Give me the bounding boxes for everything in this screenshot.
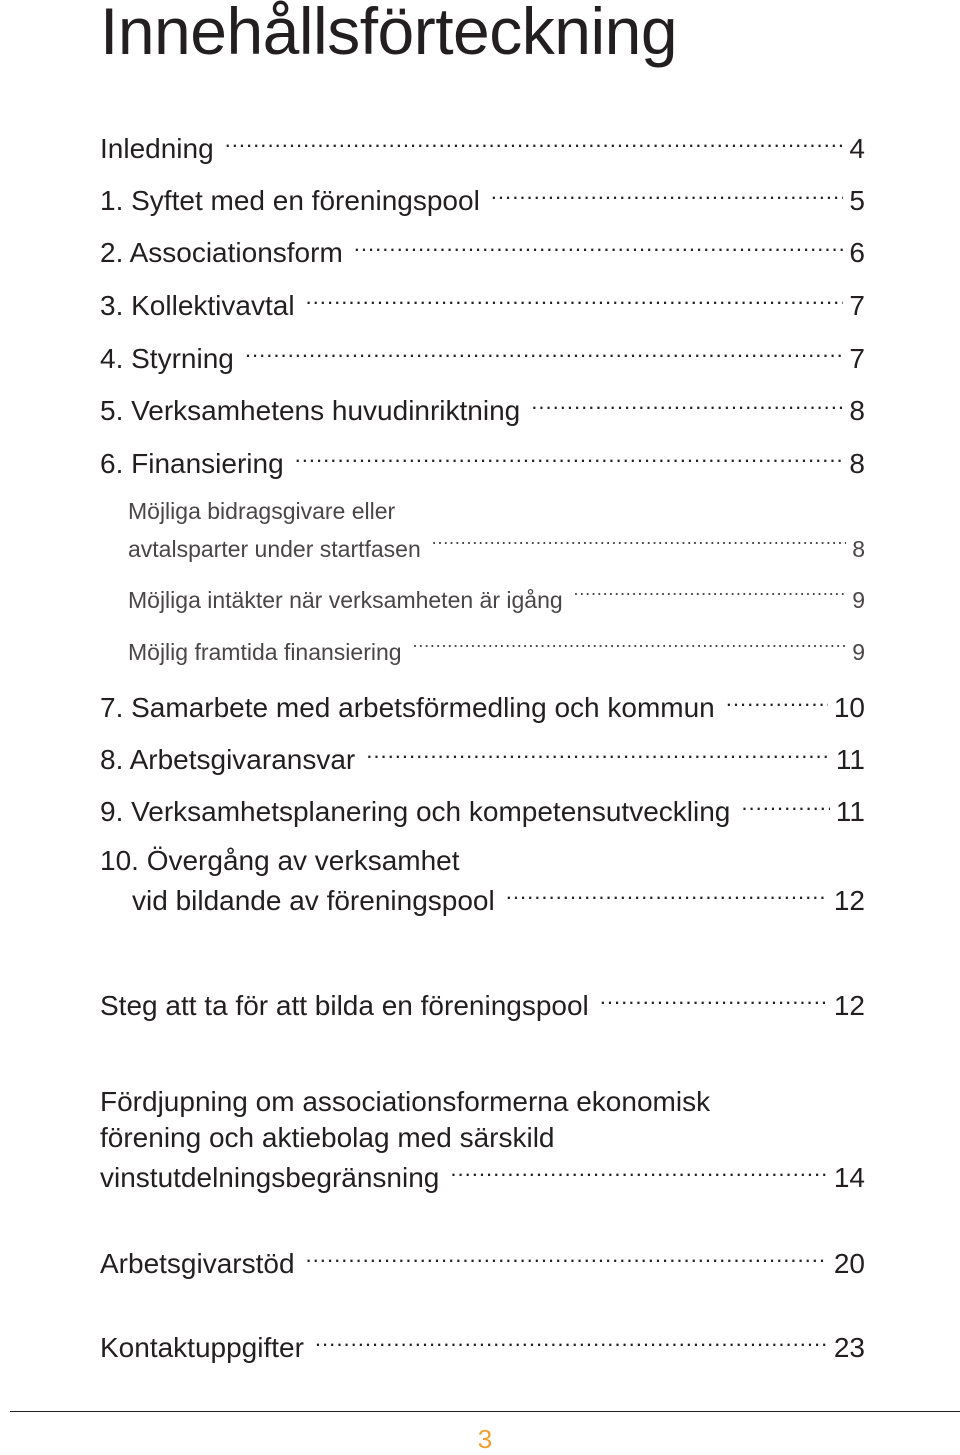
toc-entry-label: Möjlig framtida finansiering — [128, 639, 402, 665]
toc-entry-finansiering[interactable] — [100, 442, 865, 482]
page-title: Innehållsförteckning — [100, 0, 678, 68]
dot-leader — [725, 686, 828, 717]
toc-entry-label: avtalsparter under startfasen — [128, 536, 421, 562]
toc-entry-kontaktuppgifter[interactable] — [100, 1326, 865, 1366]
toc-entry-label: 5. Verksamhetens huvudinriktning — [100, 394, 521, 426]
toc-entry-label: Inledning — [100, 132, 214, 164]
footer-divider — [10, 1411, 960, 1412]
toc-entry-page: 9 — [852, 639, 865, 665]
toc-entry-page: 8 — [849, 447, 865, 479]
toc-entry-page: 6 — [849, 236, 865, 268]
dot-leader — [530, 389, 843, 420]
toc-entry-page: 10 — [833, 691, 865, 723]
toc-entry-kollektivavtal[interactable] — [100, 284, 865, 324]
toc-subentry-bidragsgivare[interactable] — [128, 492, 865, 568]
toc-entry-page: 11 — [835, 795, 865, 827]
toc-entry-label: vid bildande av föreningspool — [132, 884, 495, 916]
toc-entry-page: 12 — [833, 884, 865, 916]
dot-leader — [365, 738, 830, 769]
toc-entry-label: 6. Finansiering — [100, 447, 284, 479]
toc-entry-page: 7 — [849, 289, 865, 321]
toc-entry-page: 5 — [849, 184, 865, 216]
toc-entry-syftet[interactable] — [100, 179, 865, 219]
toc-entry-label: 8. Arbetsgivaransvar — [100, 743, 356, 775]
page-number: 3 — [477, 1424, 493, 1454]
dot-leader — [294, 442, 844, 473]
toc-entry-label-line: Möjliga bidragsgivare eller — [128, 498, 396, 524]
toc-entry-label: Arbetsgivarstöd — [100, 1247, 295, 1279]
toc-entry-label: vinstutdelningsbegränsning — [100, 1161, 440, 1193]
toc-entry-label: 7. Samarbete med arbetsförmedling och kommun — [100, 691, 715, 723]
toc-entry-label: 9. Verksamhetsplanering och kompetensutveckling — [100, 795, 731, 827]
dot-leader — [244, 337, 844, 368]
toc-entry-page: 9 — [852, 587, 865, 613]
dot-leader — [599, 984, 828, 1015]
toc-entry-page: 4 — [849, 132, 865, 164]
dot-leader — [353, 231, 844, 262]
dot-leader — [573, 583, 847, 608]
toc-entry-inledning[interactable] — [100, 127, 865, 167]
toc-entry-associationsform[interactable] — [100, 231, 865, 271]
toc-entry-label: 2. Associationsform — [100, 236, 343, 268]
toc-entry-page: 8 — [849, 394, 865, 426]
toc-entry-page: 20 — [833, 1247, 865, 1279]
toc-entry-label-line: Fördjupning om associationsformerna ekonomisk — [100, 1086, 711, 1117]
dot-leader — [305, 1242, 828, 1273]
toc-entry-label-line: förening och aktiebolag med särskild — [100, 1122, 555, 1153]
dot-leader — [449, 1156, 827, 1187]
toc-entry-steg[interactable] — [100, 984, 865, 1024]
toc-entry-arbetsgivaransvar[interactable] — [100, 738, 865, 778]
toc-entry-label: Steg att ta för att bilda en föreningspool — [100, 989, 589, 1021]
dot-leader — [412, 635, 847, 660]
toc-entry-overgang[interactable] — [100, 843, 865, 919]
toc-entry-page: 8 — [852, 536, 865, 562]
dot-leader — [305, 284, 844, 315]
toc-entry-verksamhetens-huvudinriktning[interactable] — [100, 389, 865, 429]
toc-entry-page: 14 — [833, 1161, 865, 1193]
toc-entry-arbetsgivarstod[interactable] — [100, 1242, 865, 1282]
toc-entry-label: 1. Syftet med en föreningspool — [100, 184, 480, 216]
dot-leader — [505, 879, 828, 910]
toc-entry-page: 23 — [833, 1331, 865, 1363]
toc-subentry-framtida-finansiering[interactable] — [128, 633, 865, 671]
toc-entry-page: 7 — [849, 342, 865, 374]
toc-entry-samarbete[interactable] — [100, 686, 865, 726]
toc-entry-label: 3. Kollektivavtal — [100, 289, 295, 321]
dot-leader — [224, 127, 844, 158]
toc-entry-verksamhetsplanering[interactable] — [100, 790, 865, 830]
toc-entry-fordjupning[interactable] — [100, 1084, 865, 1196]
toc-entry-styrning[interactable] — [100, 337, 865, 377]
toc-entry-page: 11 — [835, 743, 865, 775]
dot-leader — [740, 790, 830, 821]
dot-leader — [490, 179, 844, 210]
dot-leader — [314, 1326, 828, 1357]
toc-entry-page: 12 — [833, 989, 865, 1021]
toc-entry-label: Kontaktuppgifter — [100, 1331, 304, 1363]
toc-subentry-intakter[interactable] — [128, 581, 865, 619]
toc-entry-label: Möjliga intäkter när verksamheten är igång — [128, 587, 563, 613]
toc-entry-label: 4. Styrning — [100, 342, 234, 374]
toc-entry-label-line: 10. Övergång av verksamhet — [100, 845, 460, 876]
dot-leader — [431, 532, 846, 557]
